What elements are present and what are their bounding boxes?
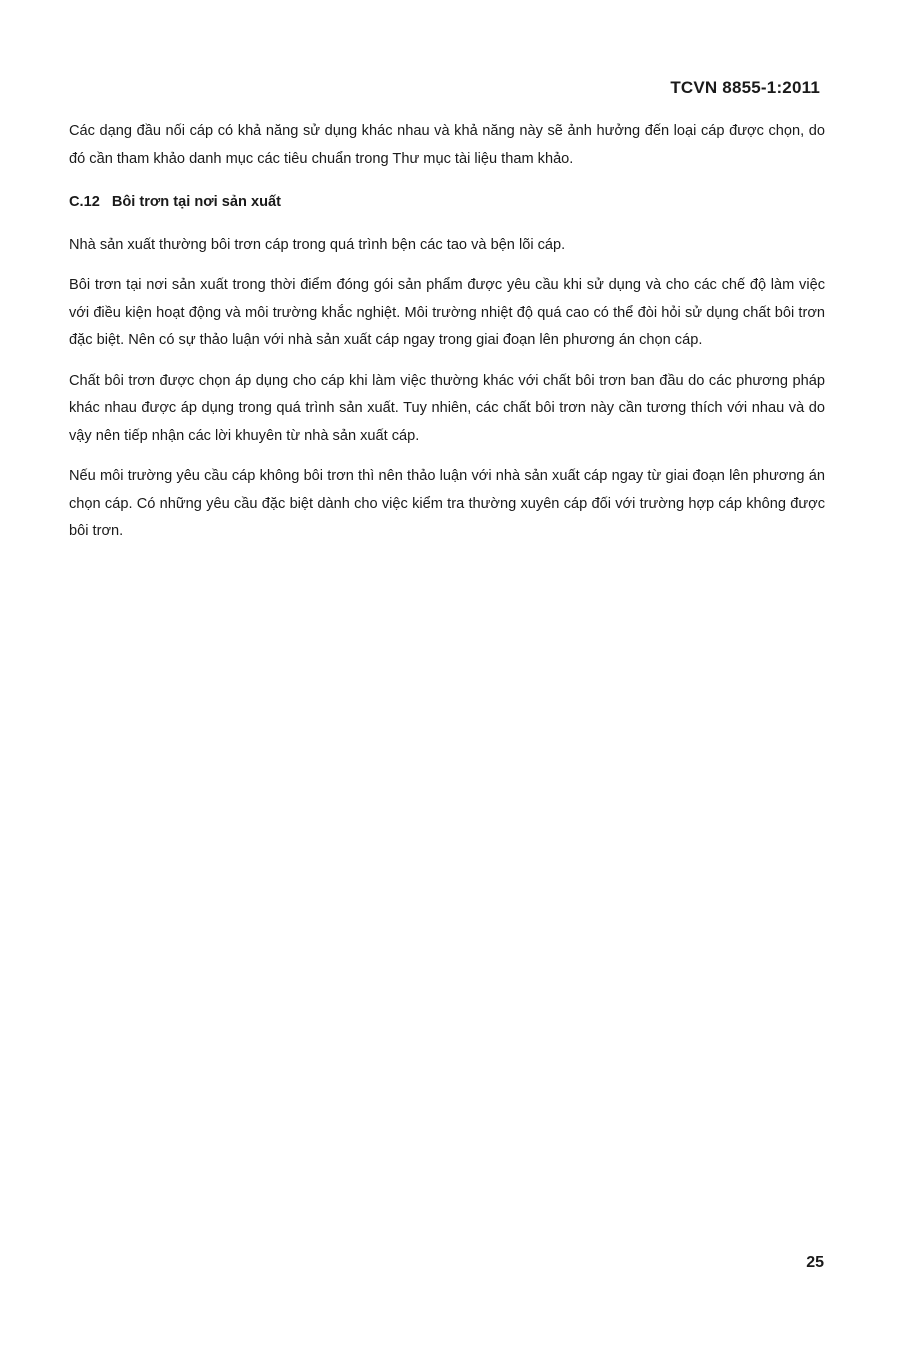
section-number: C.12: [69, 194, 100, 210]
standard-code-header: TCVN 8855-1:2011: [670, 78, 820, 97]
section-heading: [69, 189, 825, 217]
paragraph-3: Chất bôi trơn được chọn áp dụng cho cáp khi làm việc thường khác với chất bôi trơn ban đầu do các phương pháp khác nhau được áp dụng trong quá trình sản xuất. Tuy nhiên, các chất bôi trơn này cần tương thích với nhau và do vậy nên tiếp nhận các lời khuyên từ nhà sản xuất cáp.: [69, 372, 825, 444]
document-body: [69, 118, 825, 559]
section-title: Bôi trơn tại nơi sản xuất: [111, 194, 281, 210]
intro-paragraph: Các dạng đầu nối cáp có khả năng sử dụng khác nhau và khả năng này sẽ ảnh hưởng đến loại cáp được chọn, do đó cần tham khảo danh mục các tiêu chuẩn trong Thư mục tài liệu tham khảo.: [69, 123, 825, 167]
paragraph-1: Nhà sản xuất thường bôi trơn cáp trong quá trình bện các tao và bện lõi cáp.: [69, 236, 566, 253]
page-number: 25: [806, 1254, 824, 1271]
paragraph-4: Nếu môi trường yêu cầu cáp không bôi trơn thì nên thảo luận với nhà sản xuất cáp ngay từ giai đoạn lên phương án chọn cáp. Có những yêu cầu đặc biệt dành cho việc kiểm tra thường xuyên cáp đối với trường hợp cáp không được bôi trơn.: [69, 468, 825, 539]
paragraph-2: Bôi trơn tại nơi sản xuất trong thời điểm đóng gói sản phẩm được yêu cầu khi sử dụng và cho các chế độ làm việc với điều kiện hoạt động và môi trường khắc nghiệt. Môi trường nhiệt độ quá cao có thể đòi hỏi sử dụng chất bôi trơn đặc biệt. Nên có sự thảo luận với nhà sản xuất cáp ngay trong giai đoạn lên phương án chọn cáp.: [69, 277, 825, 348]
